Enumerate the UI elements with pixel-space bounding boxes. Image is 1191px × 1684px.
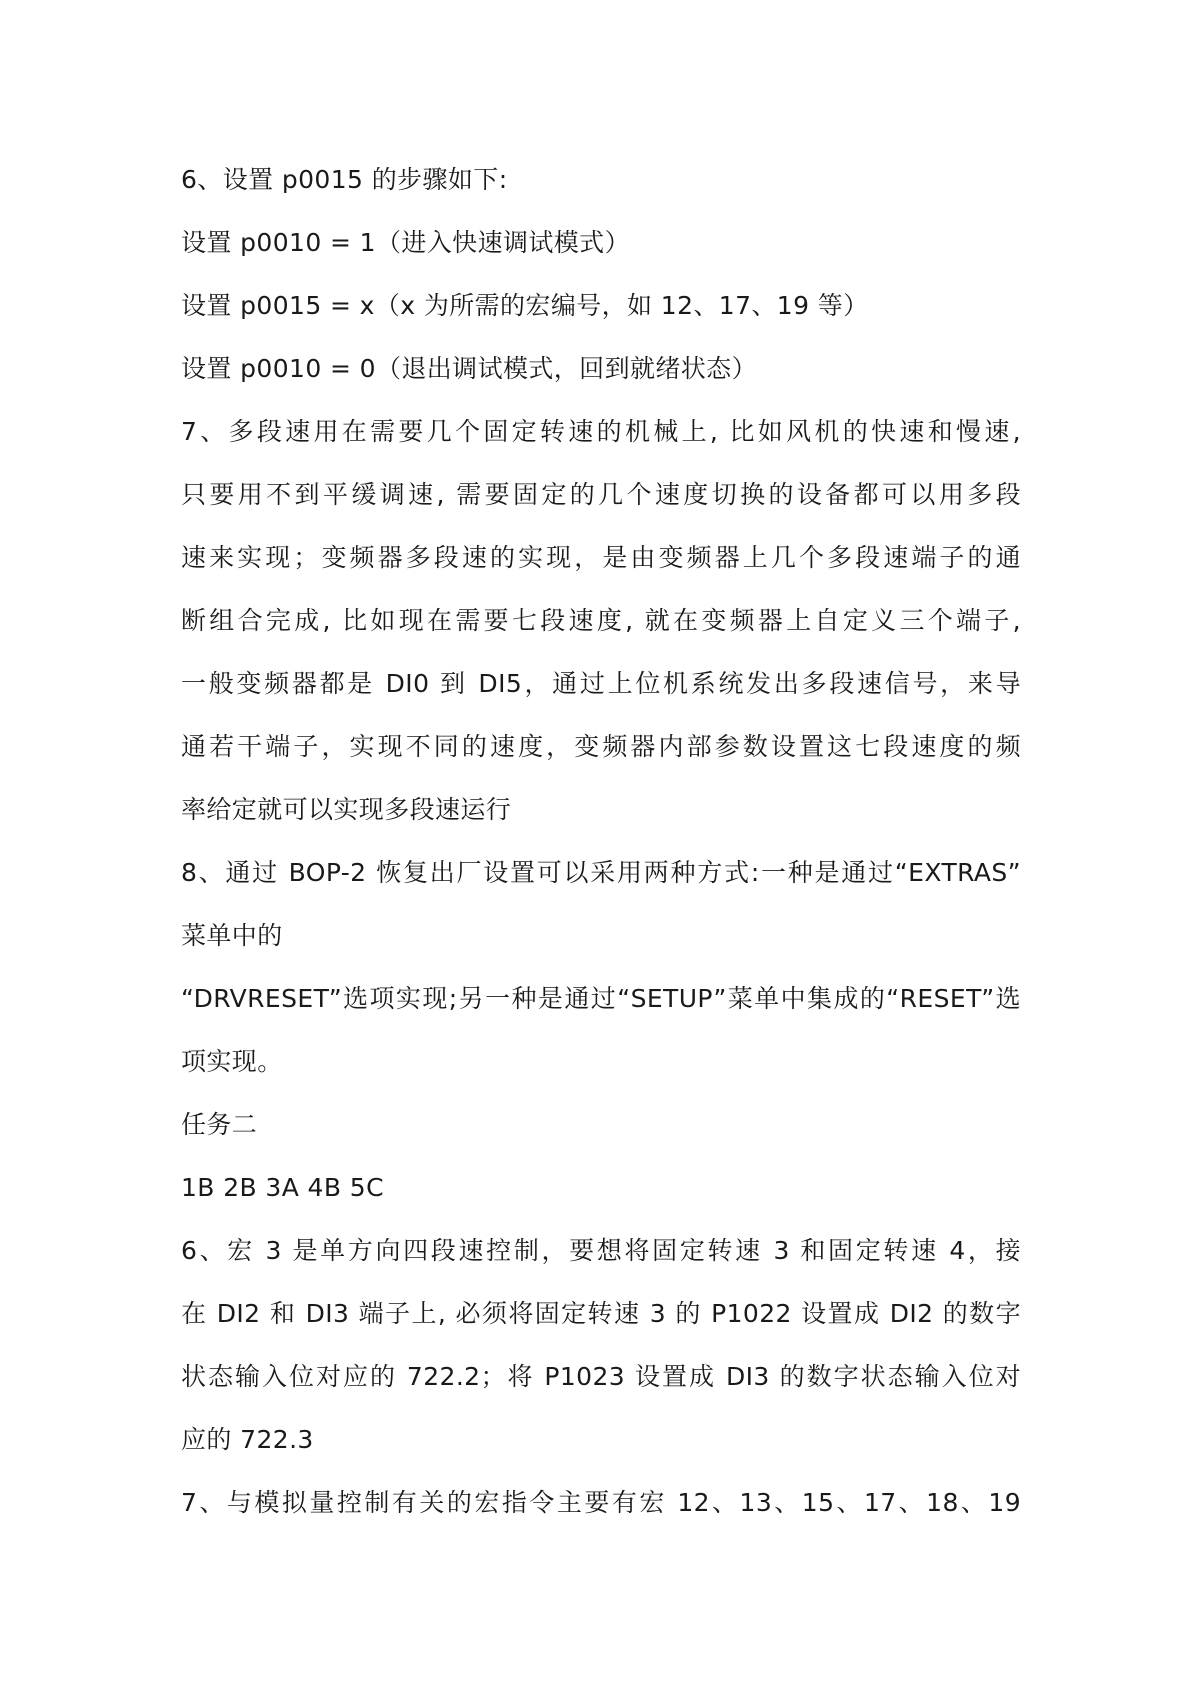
- text-line: 6、宏 3 是单方向四段速控制，要想将固定转速 3 和固定转速 4，接: [181, 1236, 1021, 1265]
- text-line: 7、多段速用在需要几个固定转速的机械上, 比如风机的快速和慢速,: [181, 417, 1021, 446]
- text-line: 一般变频器都是 DI0 到 DI5，通过上位机系统发出多段速信号，来导: [181, 669, 1021, 698]
- text-line: 只要用不到平缓调速, 需要固定的几个速度切换的设备都可以用多段: [181, 480, 1021, 509]
- text-line: 项实现。: [181, 1047, 283, 1076]
- section-heading: 任务二: [181, 1110, 258, 1139]
- text-line: 设置 p0010 = 0（退出调试模式，回到就绪状态）: [181, 354, 757, 383]
- text-line: 设置 p0010 = 1（进入快速调试模式）: [181, 228, 630, 257]
- text-line: “DRVRESET”选项实现;另一种是通过“SETUP”菜单中集成的“RESET”选: [181, 984, 1021, 1013]
- text-line: 设置 p0015 = x（x 为所需的宏编号，如 12、17、19 等）: [181, 291, 869, 320]
- document-body: [181, 148, 1021, 1534]
- text-line: 8、通过 BOP-2 恢复出厂设置可以采用两种方式:一种是通过“EXTRAS”: [181, 858, 1021, 887]
- text-line: 状态输入位对应的 722.2；将 P1023 设置成 DI3 的数字状态输入位对: [181, 1362, 1021, 1391]
- text-line: 速来实现；变频器多段速的实现，是由变频器上几个多段速端子的通: [181, 543, 1021, 572]
- text-line: 在 DI2 和 DI3 端子上, 必须将固定转速 3 的 P1022 设置成 DI2 的数字: [181, 1299, 1021, 1328]
- text-line: 菜单中的: [181, 921, 283, 950]
- text-line: 率给定就可以实现多段速运行: [181, 795, 512, 824]
- text-line: 6、设置 p0015 的步骤如下:: [181, 165, 508, 194]
- answer-key-line: 1B 2B 3A 4B 5C: [181, 1173, 384, 1202]
- text-line: 断组合完成, 比如现在需要七段速度, 就在变频器上自定义三个端子,: [181, 606, 1021, 635]
- text-line: 7、与模拟量控制有关的宏指令主要有宏 12、13、15、17、18、19: [181, 1488, 1021, 1517]
- text-line: 应的 722.3: [181, 1425, 314, 1454]
- text-line: 通若干端子，实现不同的速度，变频器内部参数设置这七段速度的频: [181, 732, 1021, 761]
